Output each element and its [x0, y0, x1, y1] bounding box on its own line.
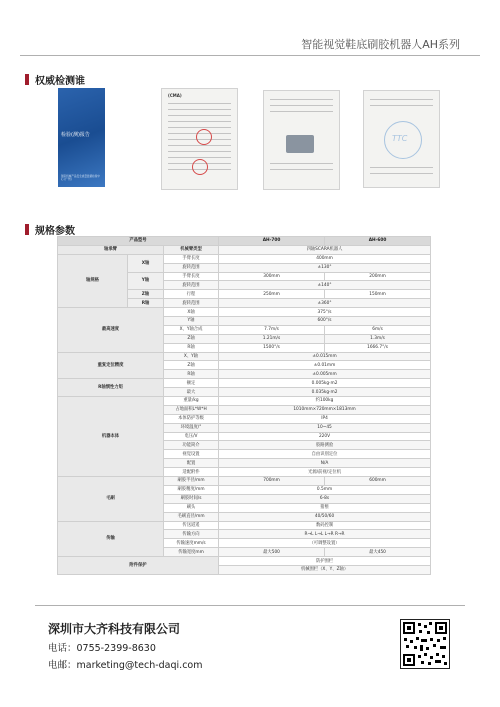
table-cell: 220V: [219, 432, 431, 441]
table-cell: 视觉设置: [164, 450, 219, 459]
table-cell: 传输方向: [164, 530, 219, 539]
table-cell: 防护围栏: [219, 557, 431, 566]
report-cover: [58, 88, 105, 187]
table-cell: 附件保护: [58, 557, 219, 575]
table-row: [58, 308, 431, 317]
table-cell: 传输速度mm/s: [164, 539, 219, 548]
table-cell: 行程: [164, 290, 219, 299]
table-cell: 重量/kg: [164, 397, 219, 406]
table-cell: X轴: [164, 308, 219, 317]
ttc-watermark: TTC: [392, 134, 408, 143]
table-cell: 600°/s: [219, 317, 431, 326]
table-cell: ±0.005mm: [219, 370, 431, 379]
table-cell: 约100kg: [219, 397, 431, 406]
table-cell: IP4: [219, 414, 431, 423]
table-cell: 轴承臂: [58, 245, 164, 254]
table-cell: 6m/s: [325, 325, 431, 334]
table-cell: R轴惯性力矩: [58, 379, 164, 397]
contact-phone: 电话：0755-2399-8630: [48, 643, 156, 654]
table-cell: 1.3m/s: [325, 334, 431, 343]
red-stamp: [192, 159, 208, 175]
table-cell: 刷胶时间/s: [164, 494, 219, 503]
table-cell: 300mm: [219, 272, 325, 281]
header-title: 智能视觉鞋底刷胶机器人AH系列: [301, 38, 460, 51]
spec-table: [57, 236, 431, 575]
table-cell: 猪鬃: [219, 503, 431, 512]
table-cell: 四轴SCARA机器人: [219, 245, 431, 254]
table-cell: 轴规格: [58, 254, 128, 307]
table-row: [58, 521, 431, 530]
table-cell: 最高速度: [58, 308, 164, 352]
table-cell: 数码控制: [219, 521, 431, 530]
table-cell: 传输宽度mm: [164, 548, 219, 557]
table-cell: 旋转范围: [164, 281, 219, 290]
table-cell: 传输: [58, 521, 164, 557]
table-cell: 产品型号: [58, 237, 219, 246]
table-row: [58, 557, 431, 566]
table-cell: 旋转范围: [164, 263, 219, 272]
section-authority-title: 权威检测谁: [35, 76, 85, 87]
table-cell: （可调整设置）: [219, 539, 431, 548]
table-cell: 配置: [164, 459, 219, 468]
report-cover-footer: 国家机械产品安全质量监督检验中心 (广州): [61, 174, 100, 181]
table-cell: Y轴: [128, 272, 164, 290]
qr-code-icon: [401, 620, 449, 668]
table-cell: X、Y轴: [164, 352, 219, 361]
table-cell: R轴: [164, 370, 219, 379]
table-row: [58, 352, 431, 361]
section-marker: [25, 224, 29, 235]
table-cell: 最大: [164, 388, 219, 397]
table-cell: 375°/s: [219, 308, 431, 317]
product-photo: [286, 135, 314, 153]
table-cell: 最大500: [219, 548, 325, 557]
table-cell: Z轴: [164, 334, 219, 343]
table-cell: 毛刷: [58, 477, 164, 521]
table-row: [58, 379, 431, 388]
table-cell: 200mm: [325, 272, 431, 281]
table-cell: 1.21m/s: [219, 334, 325, 343]
table-cell: 400mm: [219, 254, 431, 263]
section-marker: [25, 74, 29, 85]
header-divider: [20, 55, 480, 56]
certificate-gallery: [58, 88, 438, 198]
footer-divider: [35, 605, 465, 606]
table-cell: 适配附件: [164, 468, 219, 477]
table-cell: 旋转范围: [164, 299, 219, 308]
certificate-document-3: [363, 90, 440, 188]
table-cell: R轴: [164, 343, 219, 352]
section-spec-heading: [25, 222, 75, 237]
table-cell: 刷胶精度/mm: [164, 485, 219, 494]
table-cell: 手臂长度: [164, 254, 219, 263]
company-name: 深圳市大齐科技有限公司: [48, 622, 181, 636]
table-row: [58, 477, 431, 486]
table-cell: 环境温度/°: [164, 423, 219, 432]
table-cell: 自由识别定位: [219, 450, 431, 459]
table-cell: Z轴: [164, 361, 219, 370]
table-cell: X轴: [128, 254, 164, 272]
table-cell: ±360°: [219, 299, 431, 308]
report-cover-title: 检验(测)报告: [61, 132, 90, 138]
table-cell: Z轴: [128, 290, 164, 299]
section-spec-title: 规格参数: [35, 226, 75, 237]
contact-email: 电邮：marketing@tech-daqi.com: [48, 660, 203, 671]
table-cell: 150mm: [325, 290, 431, 299]
table-cell: 额定: [164, 379, 219, 388]
table-cell: ±0.015mm: [219, 352, 431, 361]
table-cell: 手臂长度: [164, 272, 219, 281]
table-cell: 重复定位精度: [58, 352, 164, 379]
table-row-header: [58, 237, 431, 246]
table-cell: X、Y轴合成: [164, 325, 219, 334]
table-cell: 毛刷直径/mm: [164, 512, 219, 521]
table-cell: 700mm: [219, 477, 325, 486]
table-cell: 1500°/s: [219, 343, 325, 352]
table-cell: 光源/前视/定位机: [219, 468, 431, 477]
table-cell: 6-8s: [219, 494, 431, 503]
table-cell: 10~45: [219, 423, 431, 432]
table-row: [58, 397, 431, 406]
table-cell: N/A: [219, 459, 431, 468]
table-row: [58, 245, 431, 254]
table-cell: Y轴: [164, 317, 219, 326]
table-cell: 本体防护等级: [164, 414, 219, 423]
table-cell: 刷头: [164, 503, 219, 512]
cma-logo: (CMA): [168, 93, 182, 98]
certificate-document-1: [161, 88, 238, 190]
table-cell: AH-700: [219, 237, 325, 246]
table-cell: 占地面积L*W*H: [164, 405, 219, 414]
table-cell: 0.005kg·m2: [219, 379, 431, 388]
spec-table-wrap: [57, 236, 430, 575]
section-authority-heading: [25, 72, 85, 87]
table-cell: 1010mm×720mm×1813mm: [219, 405, 431, 414]
table-cell: 机械围栏（X、Y、Z轴）: [219, 565, 431, 574]
table-cell: 600mm: [325, 477, 431, 486]
table-cell: 1666.7°/s: [325, 343, 431, 352]
table-cell: ±0.01mm: [219, 361, 431, 370]
table-cell: 胶路测验: [219, 441, 431, 450]
table-cell: 最大450: [325, 548, 431, 557]
table-cell: R→L L→L L→R R→R: [219, 530, 431, 539]
table-cell: 机器本体: [58, 397, 164, 477]
table-cell: AH-600: [325, 237, 431, 246]
table-cell: ±130°: [219, 263, 431, 272]
table-cell: R轴: [128, 299, 164, 308]
table-cell: 0.035kg·m2: [219, 388, 431, 397]
certificate-document-2: [263, 90, 340, 190]
red-stamp: [196, 129, 212, 145]
table-cell: 0.5mm: [219, 485, 431, 494]
table-cell: 功能简介: [164, 441, 219, 450]
table-cell: ±140°: [219, 281, 431, 290]
table-cell: 电压/V: [164, 432, 219, 441]
table-cell: 机械臂类型: [164, 245, 219, 254]
table-cell: 7.7m/s: [219, 325, 325, 334]
table-cell: 250mm: [219, 290, 325, 299]
table-cell: 40/50/60: [219, 512, 431, 521]
qr-code: [400, 619, 450, 669]
table-row: [58, 254, 431, 263]
table-cell: 刷胶半径/mm: [164, 477, 219, 486]
table-cell: 传送道遥: [164, 521, 219, 530]
